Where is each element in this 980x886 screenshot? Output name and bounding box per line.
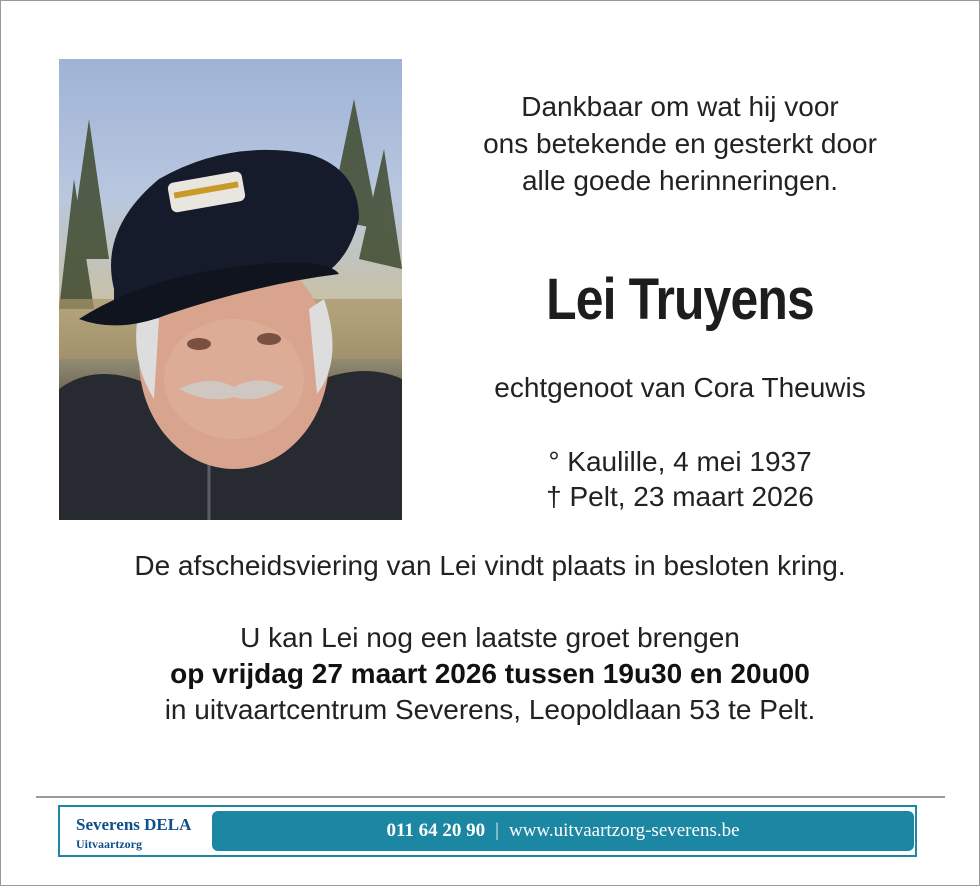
visitation-intro: U kan Lei nog een laatste groet brengen: [240, 622, 740, 653]
farewell-notice: De afscheidsviering van Lei vindt plaats in besloten kring.: [134, 550, 846, 581]
visitation-location: in uitvaartcentrum Severens, Leopoldlaan 53 te Pelt.: [164, 694, 816, 725]
footer-divider: [36, 796, 945, 798]
life-dates: [430, 444, 930, 514]
death-date: † Pelt, 23 maart 2026: [546, 481, 814, 512]
phone-number[interactable]: 011 64 20 90: [386, 820, 486, 841]
visitation-info: [0, 620, 980, 728]
quote-line: ons betekende en gesterkt door: [483, 128, 877, 159]
brand-logo-subtitle: Uitvaartzorg: [76, 837, 142, 851]
visitation-datetime: op vrijdag 27 maart 2026 tussen 19u30 en 20u00: [170, 658, 810, 689]
spouse-line: echtgenoot van Cora Theuwis: [494, 372, 866, 403]
brand-logo-name: Severens DELA: [76, 815, 192, 834]
portrait-photo: [59, 59, 402, 520]
memorial-quote: [430, 88, 930, 199]
birth-date: ° Kaulille, 4 mei 1937: [548, 446, 812, 477]
contact-separator: |: [495, 820, 499, 841]
funeral-home-banner: [58, 805, 917, 857]
quote-line: Dankbaar om wat hij voor: [521, 91, 839, 122]
contact-bar: [212, 811, 914, 851]
website-link[interactable]: www.uitvaartzorg-severens.be: [508, 820, 740, 841]
quote-line: alle goede herinneringen.: [521, 165, 839, 196]
deceased-name: Lei Truyens: [546, 267, 814, 332]
